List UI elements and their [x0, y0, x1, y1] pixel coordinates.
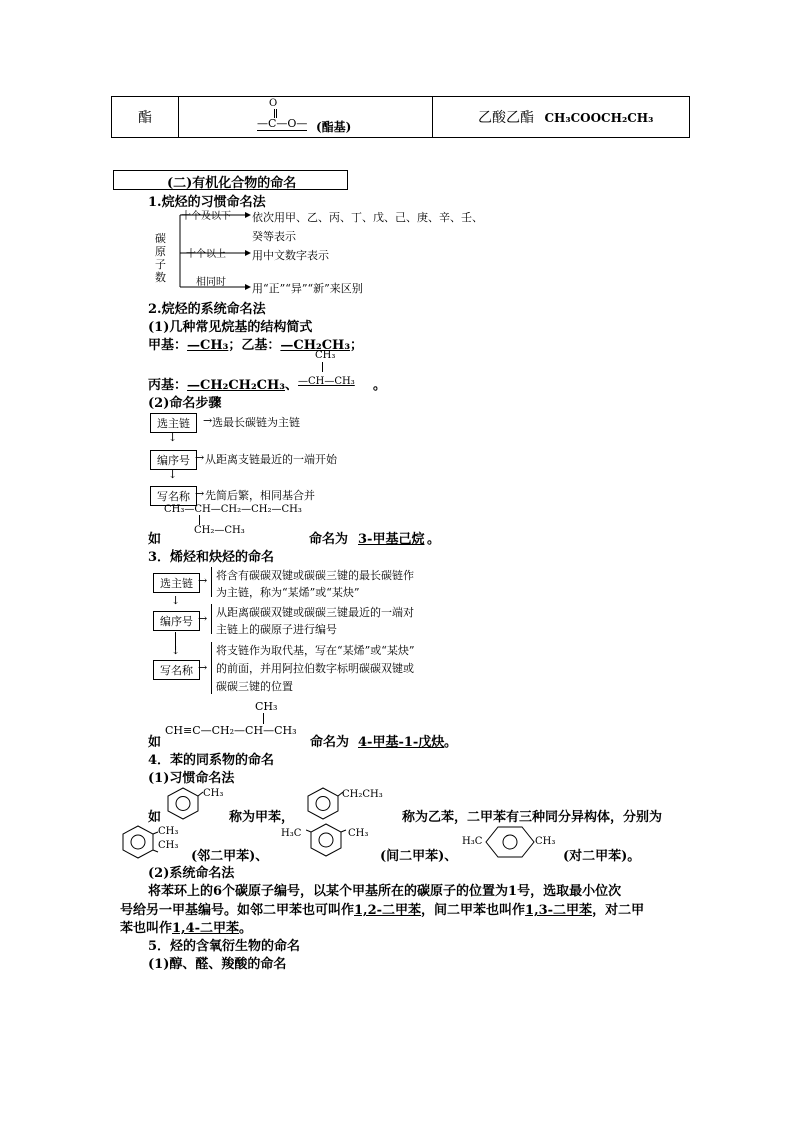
example-prefix: 如	[148, 735, 162, 750]
para-label: (对二甲苯)。	[563, 849, 641, 864]
para-text: 苯也叫作	[120, 921, 173, 936]
arrow-text: 依次用甲、乙、丙、丁、戊、己、庚、辛、壬、	[252, 211, 483, 224]
s4-sub2: (2)系统命名法	[148, 866, 235, 881]
para-text: ，对二甲	[592, 903, 645, 918]
para-xylene-ring	[485, 824, 535, 860]
step-text: 将含有碳碳双键或碳碳三键的最长碳链作	[216, 569, 414, 582]
example-formula: CH₃COOCH₂CH₃	[544, 111, 654, 125]
meta-systematic-name: 1,3-二甲苯	[525, 903, 593, 918]
toluene-ring	[163, 786, 203, 820]
substituent: CH₂CH₃	[342, 789, 383, 800]
methyl-label: 甲基：	[148, 338, 188, 353]
toluene-text: 称为甲苯，	[229, 810, 295, 825]
para-systematic-name: 1,4-二甲苯	[172, 921, 240, 936]
arrow-label: 十个以上	[186, 249, 226, 260]
down-arrow: ↓	[171, 594, 181, 607]
brace-char: 数	[155, 271, 166, 284]
s4-sub1: (1)习惯命名法	[148, 771, 235, 786]
ethyl-label: 乙基：	[241, 338, 281, 353]
step-box-naming: 写名称	[153, 660, 200, 680]
substituent: H₃C	[462, 836, 483, 847]
ortho-systematic-name: 1,2-二甲苯	[354, 903, 422, 918]
example-chain: CH₃—CH—CH₂—CH₂—CH₃	[164, 504, 302, 515]
ortho-xylene-ring	[120, 824, 160, 860]
period: 。	[444, 735, 458, 750]
step-box-main-chain: 选主链	[150, 413, 197, 433]
ethylbenzene-text: 称为乙苯，二甲苯有三种同分异构体，分别为	[402, 810, 663, 825]
step-arrow: →	[203, 414, 213, 427]
example-name: 乙酸乙酯	[478, 110, 534, 126]
para-line	[120, 917, 252, 936]
arrow-text: 癸等表示	[252, 230, 296, 243]
bracket-line	[211, 604, 212, 634]
example-top: CH₃	[255, 700, 278, 713]
separator: ；	[228, 338, 242, 353]
step-arrow: →	[198, 574, 208, 587]
substituent: H₃C	[281, 828, 302, 839]
table-cell-group	[179, 97, 433, 138]
ester-group: —C—O—	[257, 117, 308, 130]
section-title-box	[113, 170, 348, 190]
step-text: 先简后繁，相同基合并	[205, 489, 315, 502]
example-mid: 命名为	[309, 532, 349, 547]
bond-line	[263, 713, 264, 724]
meta-label: (间二甲苯)、	[380, 849, 458, 864]
section-title: (二)有机化合物的命名	[167, 176, 297, 191]
step-arrow: →	[198, 612, 208, 625]
brace-char: 碳	[155, 232, 166, 245]
para-line: 将苯环上的6个碳原子编号，以某个甲基所在的碳原子的位置为1号，选取最小位次	[148, 884, 622, 899]
step-box-numbering: 编序号	[150, 450, 197, 470]
down-arrow: ↓	[168, 468, 178, 481]
bond-line	[199, 515, 200, 525]
class-name: 酯	[138, 110, 152, 126]
substituent: CH₃	[348, 828, 369, 839]
propyl-line	[148, 374, 298, 393]
s2-sub1: (1)几种常见烷基的结构简式	[148, 320, 313, 335]
arrow-text: 用“正”“异”“新”来区别	[252, 282, 363, 295]
step-text: 为主链，称为“某烯”或“某炔”	[216, 586, 360, 599]
period: 。	[427, 532, 441, 547]
step-text: 将支链作为取代基，写在“某烯”或“某炔”	[216, 644, 415, 657]
para-text: 。	[239, 921, 253, 936]
propyl-label: 丙基：	[148, 378, 188, 393]
example-branch: CH₂—CH₃	[194, 525, 245, 536]
step-text: 碳碳三键的位置	[216, 680, 293, 693]
down-arrow: ↓	[168, 431, 178, 444]
substituent: CH₃	[535, 836, 556, 847]
ethyl-formula: —CH₂CH₃	[280, 338, 351, 353]
step-box-naming: 写名称	[150, 486, 197, 506]
propyl-formula: —CH₂CH₂CH₃	[187, 378, 285, 393]
para-text: 号给另一甲基编号。如邻二甲苯也可叫作	[120, 903, 355, 918]
example-prefix: 如	[148, 810, 162, 825]
s2-sub2: (2)命名步骤	[148, 396, 222, 411]
s5-sub1: (1)醇、醛、羧酸的命名	[148, 957, 287, 972]
ethylbenzene-ring	[303, 786, 343, 820]
para-text: ，间二甲苯也叫作	[421, 903, 526, 918]
example-mid: 命名为	[310, 735, 350, 750]
methyl-formula: —CH₃	[187, 338, 229, 353]
table-row	[112, 97, 690, 138]
step-text: 主链上的碳原子进行编号	[216, 623, 337, 636]
example-chain: CH≡C—CH₂—CH—CH₃	[165, 724, 297, 737]
substituent: CH₃	[158, 826, 179, 837]
brace-label	[155, 232, 166, 284]
down-arrow: ↓	[171, 644, 181, 657]
s2-heading: 2.烷烃的系统命名法	[148, 302, 266, 317]
step-text: 从距离支链最近的一端开始	[205, 453, 337, 466]
functional-group-table	[111, 96, 690, 138]
step-arrow: →	[195, 487, 205, 500]
ortho-label: (邻二甲苯)、	[191, 849, 269, 864]
ester-oxygen: O	[269, 98, 278, 109]
substituent: CH₃	[158, 840, 179, 851]
isopropyl-top: CH₃	[315, 350, 336, 361]
bond-line	[322, 362, 323, 372]
step-text: 的前面，并用阿拉伯数字标明碳碳双键或	[216, 662, 414, 675]
step-box-numbering: 编序号	[153, 611, 200, 631]
step-arrow: →	[198, 661, 208, 674]
example-name: 3-甲基己烷	[358, 532, 425, 547]
step-text: 选最长碳链为主链	[212, 416, 300, 429]
example-name: 4-甲基-1-戊炔	[358, 735, 445, 750]
table-cell-example	[433, 97, 690, 138]
s3-heading: 3．烯烃和炔烃的命名	[148, 550, 275, 565]
period: 。	[373, 378, 387, 393]
meta-xylene-ring	[306, 822, 350, 858]
s1-heading: 1.烷烃的习惯命名法	[148, 195, 266, 210]
brace-char: 原	[155, 245, 166, 258]
step-arrow: →	[195, 451, 205, 464]
separator: ；	[350, 338, 364, 353]
step-box-main-chain: 选主链	[153, 573, 200, 593]
arrow-label: 十个及以下	[181, 211, 231, 222]
para-line	[120, 899, 644, 918]
brace-char: 子	[155, 258, 166, 271]
s4-heading: 4．苯的同系物的命名	[148, 753, 275, 768]
arrow-label: 相同时	[196, 277, 226, 288]
bracket-line	[211, 642, 212, 694]
example-prefix: 如	[148, 532, 162, 547]
isopropyl-formula: —CH—CH₃	[298, 376, 355, 387]
ester-label: (酯基)	[316, 120, 352, 134]
s5-heading: 5．烃的含氧衍生物的命名	[148, 939, 301, 954]
arrow-text: 用中文数字表示	[252, 249, 329, 262]
table-cell-class	[112, 97, 179, 138]
step-text: 从距离碳碳双键或碳碳三键最近的一端对	[216, 606, 414, 619]
substituent: CH₃	[203, 788, 224, 799]
bracket-line	[211, 567, 212, 597]
separator: 、	[285, 378, 299, 393]
